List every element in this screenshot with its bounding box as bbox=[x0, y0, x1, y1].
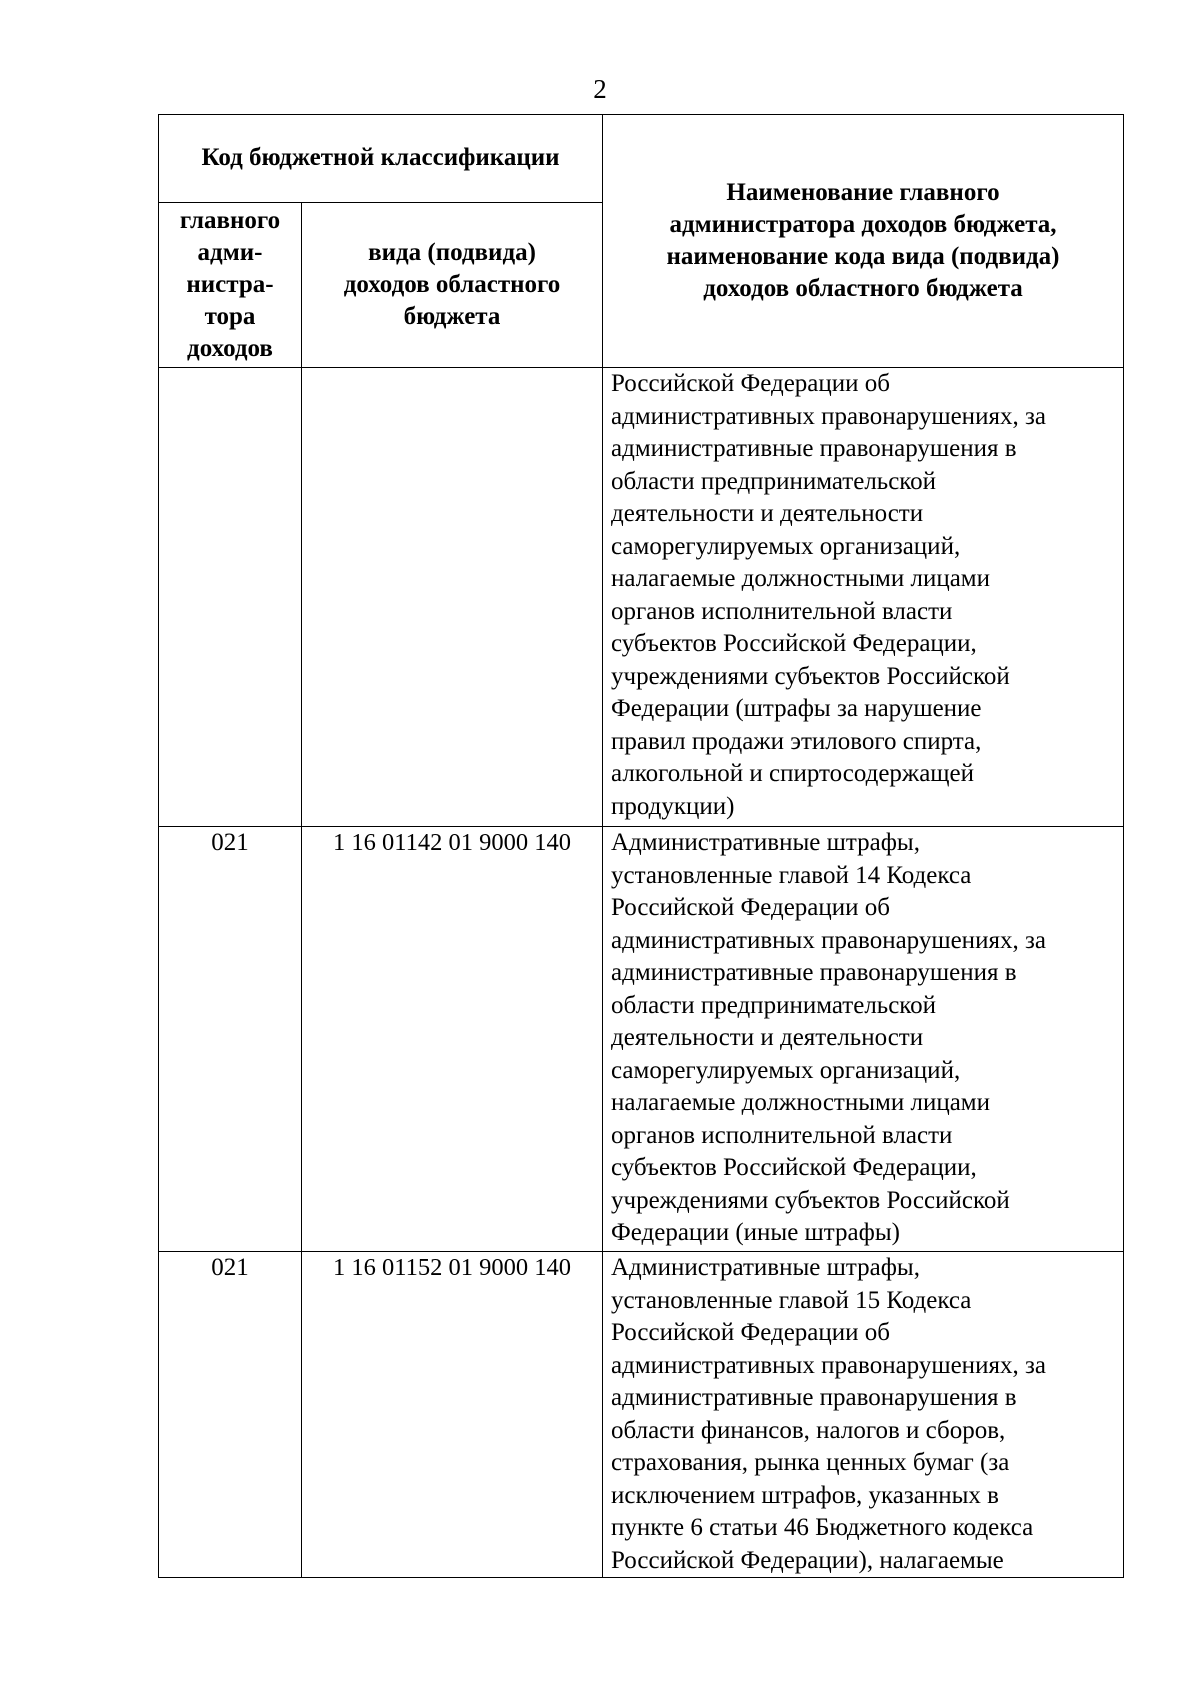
description-line: Российской Федерации об bbox=[611, 894, 890, 921]
description-line: административных правонарушениях, за bbox=[611, 1351, 1046, 1379]
name-header-line: наименование кода вида (подвида) bbox=[666, 243, 1060, 270]
description-line: области финансов, налогов и сборов, bbox=[611, 1416, 1006, 1444]
admin-header-line: доходов bbox=[187, 335, 273, 362]
description-line: административные правонарушения в bbox=[611, 1384, 1017, 1411]
description-line: правил продажи этилового спирта, bbox=[611, 727, 982, 755]
description-line: налагаемые должностными лицами bbox=[611, 1089, 990, 1116]
description-line: административных правонарушениях, за bbox=[611, 926, 1046, 954]
admin-code-cell bbox=[159, 368, 302, 827]
name-header-line: доходов областного бюджета bbox=[703, 275, 1023, 302]
description-line: алкогольной и спиртосодержащей bbox=[611, 760, 975, 787]
admin-code-cell: 021 bbox=[159, 827, 302, 1252]
description-line: субъектов Российской Федерации, bbox=[611, 630, 977, 657]
description-line: страхования, рынка ценных бумаг (за bbox=[611, 1449, 1010, 1476]
admin-column-header bbox=[159, 203, 302, 368]
budget-code-group-header: Код бюджетной классификации bbox=[159, 115, 603, 203]
admin-code-cell: 021 bbox=[159, 1252, 302, 1578]
description-line: Федерации (иные штрафы) bbox=[611, 1219, 900, 1246]
header-row-top bbox=[159, 115, 1124, 203]
admin-header-line: нистра- bbox=[186, 271, 274, 298]
description-line: Федерации (штрафы за нарушение bbox=[611, 695, 982, 722]
page-number: 2 bbox=[593, 74, 607, 104]
description-line: саморегулируемых организаций, bbox=[611, 1056, 961, 1084]
description-line: установленные главой 14 Кодекса bbox=[611, 861, 972, 889]
description-line: Российской Федерации об bbox=[611, 370, 890, 397]
description-line: области предпринимательской bbox=[611, 991, 937, 1019]
description-line: деятельности и деятельности bbox=[611, 1024, 924, 1051]
description-cell bbox=[603, 827, 1124, 1252]
name-column-header bbox=[603, 115, 1124, 368]
budget-classification-table bbox=[158, 114, 1124, 1578]
description-line: Российской Федерации), налагаемые bbox=[611, 1546, 1004, 1574]
revenue-code-cell bbox=[302, 368, 603, 827]
description-line: установленные главой 15 Кодекса bbox=[611, 1286, 972, 1314]
description-cell bbox=[603, 368, 1124, 827]
description-line: налагаемые должностными лицами bbox=[611, 565, 990, 592]
description-line: органов исполнительной власти bbox=[611, 597, 953, 625]
description-line: органов исполнительной власти bbox=[611, 1121, 953, 1149]
kind-header-line: вида (подвида) bbox=[368, 239, 536, 266]
table-row bbox=[159, 827, 1124, 1252]
description-line: административные правонарушения в bbox=[611, 435, 1017, 462]
description-line: учреждениями субъектов Российской bbox=[611, 662, 1010, 690]
description-line: административные правонарушения в bbox=[611, 959, 1017, 986]
kind-column-header bbox=[302, 203, 603, 368]
table-row bbox=[159, 368, 1124, 827]
name-header-line: администратора доходов бюджета, bbox=[669, 211, 1057, 238]
kind-header-line: бюджета bbox=[403, 303, 501, 330]
revenue-code-cell: 1 16 01142 01 9000 140 bbox=[302, 827, 603, 1252]
description-line: пункте 6 статьи 46 Бюджетного кодекса bbox=[611, 1514, 1034, 1541]
kind-header-line: доходов областного bbox=[343, 271, 561, 298]
name-header-line: Наименование главного bbox=[726, 179, 1000, 206]
table-row bbox=[159, 1252, 1124, 1578]
description-cell bbox=[603, 1252, 1124, 1578]
description-line: продукции) bbox=[611, 792, 735, 820]
description-line: исключением штрафов, указанных в bbox=[611, 1481, 999, 1509]
description-line: Российской Федерации об bbox=[611, 1319, 890, 1346]
admin-header-line: тора bbox=[204, 303, 256, 330]
description-line: области предпринимательской bbox=[611, 467, 937, 495]
description-line: административных правонарушениях, за bbox=[611, 402, 1046, 430]
admin-header-line: адми- bbox=[197, 239, 263, 266]
description-line: субъектов Российской Федерации, bbox=[611, 1154, 977, 1181]
description-line: саморегулируемых организаций, bbox=[611, 532, 961, 560]
description-line: учреждениями субъектов Российской bbox=[611, 1186, 1010, 1214]
description-line: деятельности и деятельности bbox=[611, 500, 924, 527]
description-line: Административные штрафы, bbox=[611, 829, 920, 856]
description-line: Административные штрафы, bbox=[611, 1254, 920, 1281]
admin-header-line: главного bbox=[179, 207, 281, 234]
revenue-code-cell: 1 16 01152 01 9000 140 bbox=[302, 1252, 603, 1578]
